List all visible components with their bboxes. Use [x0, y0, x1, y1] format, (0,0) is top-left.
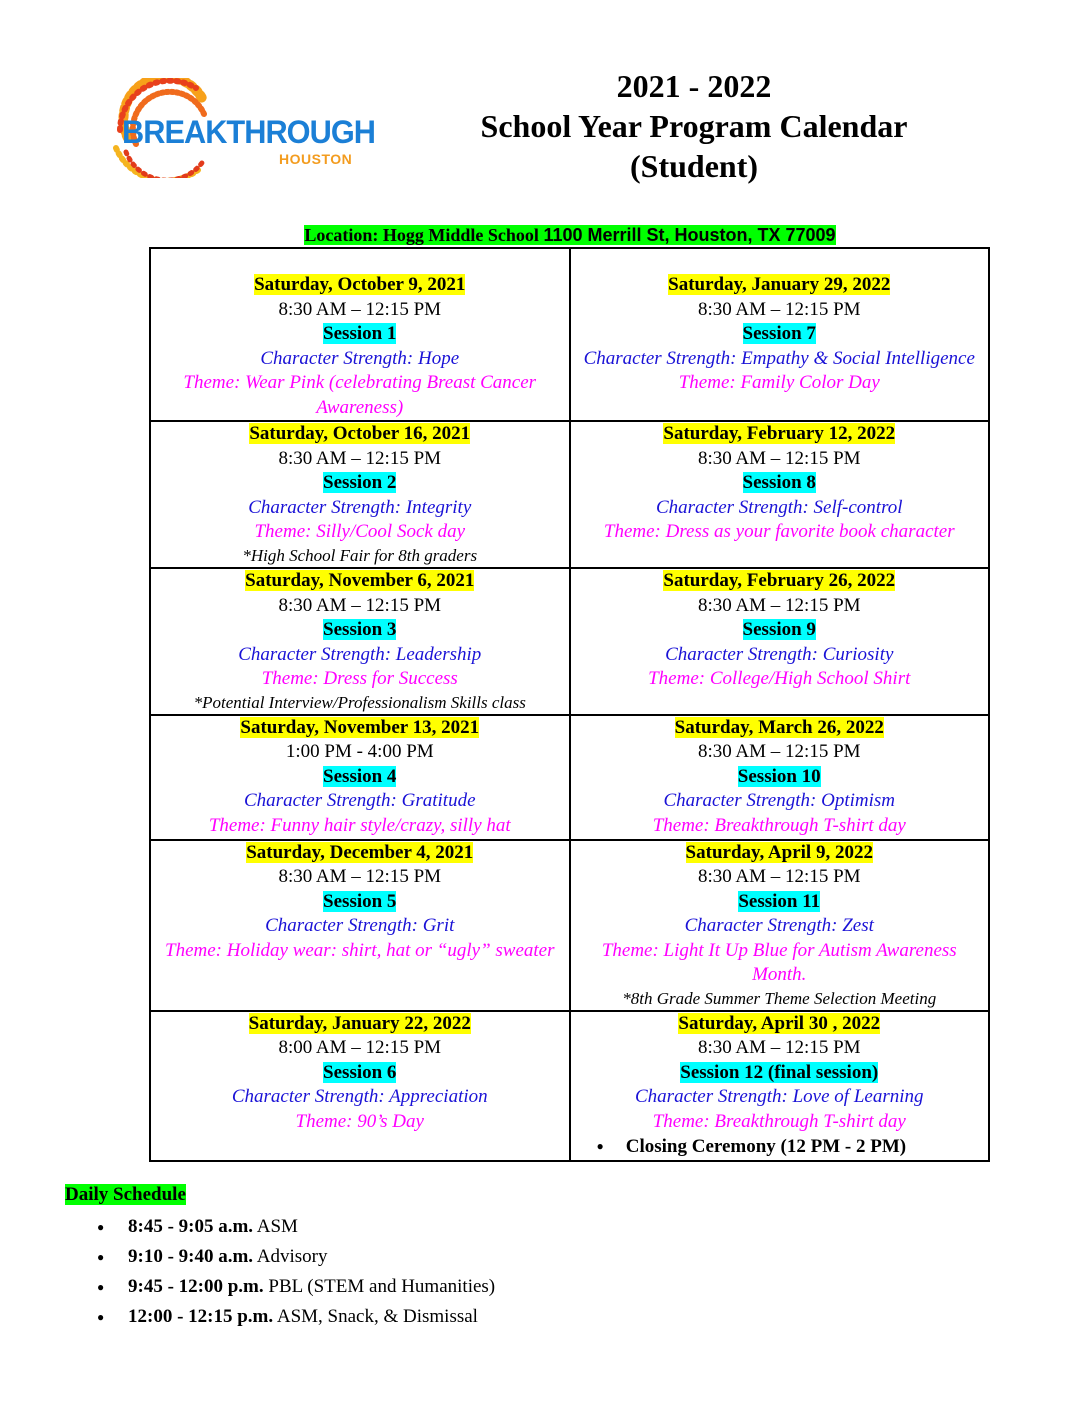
- session-note: *Potential Interview/Professionalism Skills class: [193, 692, 526, 712]
- schedule-item: [65, 1242, 765, 1272]
- character-strength: Character Strength: Appreciation: [231, 1086, 488, 1107]
- session-date: Saturday, February 12, 2022: [663, 423, 896, 444]
- session-cell: [150, 715, 570, 840]
- daily-schedule: [65, 1182, 765, 1332]
- title-audience: (Student): [629, 148, 758, 184]
- logo-subtitle: HOUSTON: [279, 151, 353, 167]
- schedule-activity: PBL (STEM and Humanities): [268, 1276, 496, 1297]
- calendar-row: [150, 421, 989, 568]
- session-theme: Theme: College/High School Shirt: [648, 668, 911, 689]
- schedule-activity: Advisory: [256, 1246, 328, 1267]
- session-number: Session 3: [323, 619, 397, 640]
- session-time: 8:30 AM – 12:15 PM: [278, 866, 442, 887]
- page-title: [440, 66, 948, 186]
- character-strength: Character Strength: Love of Learning: [635, 1086, 924, 1107]
- session-theme: Theme: Breakthrough T-shirt day: [652, 1110, 906, 1132]
- session-time: 8:30 AM – 12:15 PM: [697, 1037, 861, 1058]
- session-number: Session 8: [742, 472, 816, 493]
- session-number: Session 9: [742, 619, 816, 640]
- session-cell: [150, 840, 570, 1011]
- session-note: *8th Grade Summer Theme Selection Meeting: [622, 988, 937, 1008]
- session-number: Session 2: [323, 472, 397, 493]
- session-cell: [570, 248, 990, 421]
- daily-schedule-list: [65, 1212, 765, 1332]
- session-time: 8:30 AM – 12:15 PM: [697, 298, 861, 320]
- session-number: Session 10: [737, 765, 821, 787]
- character-strength: Character Strength: Curiosity: [665, 643, 894, 665]
- session-cell: [150, 421, 570, 568]
- title-years: 2021 - 2022: [616, 68, 772, 104]
- session-time: 8:30 AM – 12:15 PM: [697, 741, 861, 762]
- session-cell: [150, 568, 570, 715]
- session-date: Saturday, January 29, 2022: [668, 274, 891, 295]
- session-date: Saturday, January 22, 2022: [248, 1012, 471, 1034]
- session-time: 8:30 AM – 12:15 PM: [278, 447, 442, 469]
- session-theme: Theme: Dress for Success: [261, 668, 458, 689]
- character-strength: Character Strength: Grit: [265, 915, 455, 936]
- title-name: School Year Program Calendar: [480, 108, 908, 144]
- schedule-activity: ASM: [256, 1216, 298, 1237]
- session-cell: [570, 421, 990, 568]
- schedule-item: [65, 1302, 765, 1332]
- session-date: Saturday, October 9, 2021: [254, 274, 466, 295]
- session-number: Session 12 (final session): [680, 1061, 879, 1083]
- session-number: Session 6: [323, 1061, 397, 1083]
- session-theme: Theme: Silly/Cool Sock day: [254, 521, 466, 542]
- character-strength: Character Strength: Self-control: [655, 496, 903, 518]
- session-time: 8:30 AM – 12:15 PM: [697, 447, 861, 469]
- character-strength: Character Strength: Leadership: [238, 643, 482, 665]
- session-time: 8:30 AM – 12:15 PM: [697, 594, 861, 616]
- session-date: Saturday, March 26, 2022: [674, 716, 884, 738]
- calendar-row: [150, 840, 989, 1011]
- session-theme: Theme: 90’s Day: [295, 1110, 424, 1132]
- character-strength: Character Strength: Optimism: [663, 790, 895, 811]
- calendar-row: [150, 568, 989, 715]
- location-label: Location: Hogg Middle School: [304, 225, 539, 245]
- character-strength: Character Strength: Empathy & Social Intelligence: [583, 347, 975, 369]
- session-number: Session 4: [323, 765, 397, 787]
- session-number: Session 11: [738, 890, 821, 912]
- schedule-time: 9:10 - 9:40 a.m.: [128, 1246, 254, 1267]
- session-theme: Theme: Breakthrough T-shirt day: [652, 814, 906, 836]
- session-date: Saturday, April 30 , 2022: [678, 1012, 881, 1034]
- session-time: 8:00 AM – 12:15 PM: [278, 1037, 442, 1058]
- session-number: Session 5: [323, 890, 397, 912]
- schedule-time: 9:45 - 12:00 p.m.: [128, 1276, 264, 1297]
- session-theme: Theme: Funny hair style/crazy, silly hat: [208, 814, 511, 836]
- session-cell: [570, 840, 990, 1011]
- session-time: 1:00 PM - 4:00 PM: [285, 741, 434, 762]
- session-cell: [150, 248, 570, 421]
- character-strength: Character Strength: Gratitude: [244, 790, 476, 811]
- schedule-item: [65, 1212, 765, 1242]
- session-date: Saturday, October 16, 2021: [249, 423, 471, 444]
- session-theme: Theme: Dress as your favorite book character: [603, 521, 955, 542]
- calendar-row: [150, 1011, 989, 1161]
- breakthrough-houston-logo: [108, 78, 376, 178]
- location-banner: [150, 224, 990, 246]
- session-time: 8:30 AM – 12:15 PM: [697, 866, 861, 887]
- session-date: Saturday, November 6, 2021: [245, 570, 475, 591]
- session-cell: [150, 1011, 570, 1161]
- schedule-time: 8:45 - 9:05 a.m.: [128, 1216, 254, 1237]
- session-date: Saturday, November 13, 2021: [240, 716, 480, 738]
- session-calendar-table: [149, 247, 990, 1162]
- calendar-row: [150, 715, 989, 840]
- closing-ceremony: Closing Ceremony (12 PM - 2 PM): [625, 1136, 907, 1157]
- character-strength: Character Strength: Integrity: [248, 496, 472, 518]
- schedule-time: 12:00 - 12:15 p.m.: [128, 1306, 274, 1327]
- session-theme: Theme: Light It Up Blue for Autism Awareness Month.: [601, 939, 957, 985]
- logo-wordmark: BREAKTHROUGH: [122, 114, 376, 150]
- session-number: Session 7: [742, 323, 816, 344]
- character-strength: Character Strength: Hope: [260, 347, 460, 369]
- session-number: Session 1: [323, 323, 397, 344]
- schedule-activity: ASM, Snack, & Dismissal: [276, 1306, 478, 1327]
- character-strength: Character Strength: Zest: [684, 915, 874, 936]
- session-theme: Theme: Family Color Day: [678, 372, 880, 393]
- session-note: *High School Fair for 8th graders: [242, 545, 478, 565]
- session-theme: Theme: Wear Pink (celebrating Breast Cancer Awareness): [183, 372, 537, 418]
- location-address: 1100 Merrill St, Houston, TX 77009: [543, 225, 836, 245]
- session-time: 8:30 AM – 12:15 PM: [278, 594, 442, 616]
- session-cell: [570, 568, 990, 715]
- session-date: Saturday, February 26, 2022: [663, 570, 896, 591]
- calendar-row: [150, 248, 989, 421]
- session-date: Saturday, April 9, 2022: [685, 841, 873, 863]
- session-cell: [570, 715, 990, 840]
- session-time: 8:30 AM – 12:15 PM: [278, 298, 442, 320]
- schedule-item: [65, 1272, 765, 1302]
- session-date: Saturday, December 4, 2021: [246, 841, 474, 863]
- session-theme: Theme: Holiday wear: shirt, hat or “ugly” sweater: [165, 939, 555, 961]
- session-cell: [570, 1011, 990, 1161]
- daily-schedule-heading: Daily Schedule: [65, 1184, 186, 1205]
